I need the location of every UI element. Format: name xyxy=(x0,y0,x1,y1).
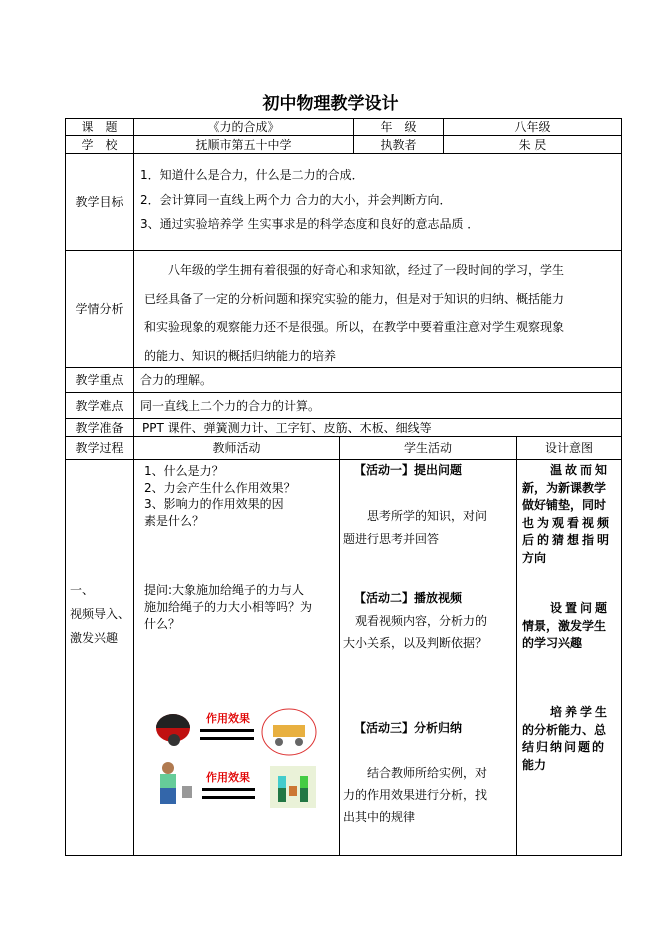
teacher-ask-line: 提问:大象施加给绳子的力与人 xyxy=(144,583,305,597)
school-label: 学 校 xyxy=(65,135,134,154)
design-intent-cell xyxy=(516,459,622,856)
activity-2-title: 【活动二】播放视频 xyxy=(354,591,463,605)
col-student-header: 学生活动 xyxy=(339,436,517,460)
objective-item: 2．会计算同一直线上两个力 合力的大小，并会判断方向． xyxy=(140,192,452,207)
topic-value: 《力的合成》 xyxy=(133,118,354,136)
page-title: 初中物理教学设计 xyxy=(262,94,399,114)
teacher-question: 2、力会产生什么作用效果？ xyxy=(144,480,296,495)
process-label: 教学过程 xyxy=(65,436,134,460)
activity-2-line: 观看视频内容，分析力的 xyxy=(355,614,488,628)
teacher-activity-cell xyxy=(133,459,340,856)
grade-label: 年 级 xyxy=(353,118,444,136)
design-line: 也为观看视频 xyxy=(522,515,613,530)
stage-line: 激发兴趣 xyxy=(70,631,119,645)
key-point-value: 合力的理解。 xyxy=(133,367,622,393)
equal-sign xyxy=(200,737,254,740)
equal-sign xyxy=(200,729,254,732)
teacher-question: 素是什么？ xyxy=(144,513,205,528)
analysis-line: 和实验现象的观察能力还不是很强。所以，在教学中要着重注意对学生观察现象 xyxy=(144,320,565,334)
ants-image xyxy=(261,707,318,757)
design-line: 做好铺垫，同时 xyxy=(522,498,607,512)
activity-3-line: 出其中的规律 xyxy=(343,810,416,824)
effect-label-2: 作用效果 xyxy=(206,771,250,784)
teacher-ask-line: 什么？ xyxy=(144,617,181,631)
analysis-cell xyxy=(133,250,622,368)
design-line: 方向 xyxy=(522,550,547,565)
teacher-question: 3、影响力的作用效果的因 xyxy=(144,497,284,511)
design-line: 培养学生 xyxy=(550,705,611,719)
activity-2-line: 大小关系，以及判断依据？ xyxy=(343,636,488,650)
teacher-question: 1、什么是力？ xyxy=(144,464,224,478)
key-point-label: 教学重点 xyxy=(65,367,134,393)
teacher-ask-line: 施加给绳子的力大小相等吗？为 xyxy=(144,600,313,614)
analysis-label: 学情分析 xyxy=(65,250,134,368)
design-line: 新，为新课教学 xyxy=(522,480,607,495)
design-line: 能力 xyxy=(522,757,547,772)
objectives-cell xyxy=(133,153,622,251)
ladybug-image xyxy=(154,710,192,750)
col-design-header: 设计意图 xyxy=(516,436,622,460)
stage-cell xyxy=(65,459,134,856)
objectives-label: 教学目标 xyxy=(65,153,134,251)
difficulty-value: 同一直线上二个力的合力的计算。 xyxy=(133,392,622,419)
school-value: 抚顺市第五十中学 xyxy=(133,135,354,154)
col-teacher-header: 教师活动 xyxy=(133,436,340,460)
design-line: 情景，激发学生 xyxy=(522,618,607,633)
analysis-line: 八年级的学生拥有着很强的好奇心和求知欲，经过了一段时间的学习，学生 xyxy=(168,263,565,277)
effect-label-1: 作用效果 xyxy=(206,712,250,725)
design-line: 后的猜想指明 xyxy=(522,533,613,547)
two-men-carrying-image xyxy=(270,766,316,808)
design-line: 温故而知 xyxy=(550,463,611,477)
equal-sign xyxy=(202,796,255,799)
design-line: 设置问题 xyxy=(550,601,611,615)
objective-item: 3、通过实验培养学 生实事求是的科学态度和良好的意志品质 ． xyxy=(140,217,480,231)
design-line: 的分析能力、总 xyxy=(522,722,607,737)
teacher-value: 朱 昃 xyxy=(443,135,622,154)
teacher-label: 执教者 xyxy=(353,135,444,154)
activity-3-line: 结合教师所给实例，对 xyxy=(367,766,488,780)
man-carrying-bucket-image xyxy=(150,760,196,808)
objective-item: 1．知道什么是合力，什么是二力的合成． xyxy=(140,168,364,182)
equal-sign xyxy=(202,788,255,791)
analysis-line: 已经具备了一定的分析问题和探究实验的能力，但是对于知识的归纳、概括能力 xyxy=(144,291,565,306)
difficulty-label: 教学难点 xyxy=(65,392,134,419)
design-line: 的学习兴趣 xyxy=(522,636,583,650)
stage-line: 视频导入、 xyxy=(70,607,131,621)
activity-3-line: 力的作用效果进行分析，找 xyxy=(343,788,488,802)
activity-1-line: 题进行思考并回答 xyxy=(343,532,440,546)
student-activity-cell xyxy=(339,459,517,856)
stage-line: 一、 xyxy=(70,583,95,597)
design-line: 结归纳问题的 xyxy=(522,740,607,754)
preparation-label: 教学准备 xyxy=(65,418,134,437)
grade-value: 八年级 xyxy=(443,118,622,136)
topic-label: 课 题 xyxy=(65,118,134,136)
activity-3-title: 【活动三】分析归纳 xyxy=(354,721,463,735)
activity-1-line: 思考所学的知识，对问 xyxy=(367,509,488,523)
activity-1-title: 【活动一】提出问题 xyxy=(354,463,463,477)
analysis-line: 的能力、知识的概括归纳能力的培养 xyxy=(144,348,337,363)
preparation-value: PPT 课件、弹簧测力计、工字钉、皮筋、木板、细线等 xyxy=(133,418,622,437)
